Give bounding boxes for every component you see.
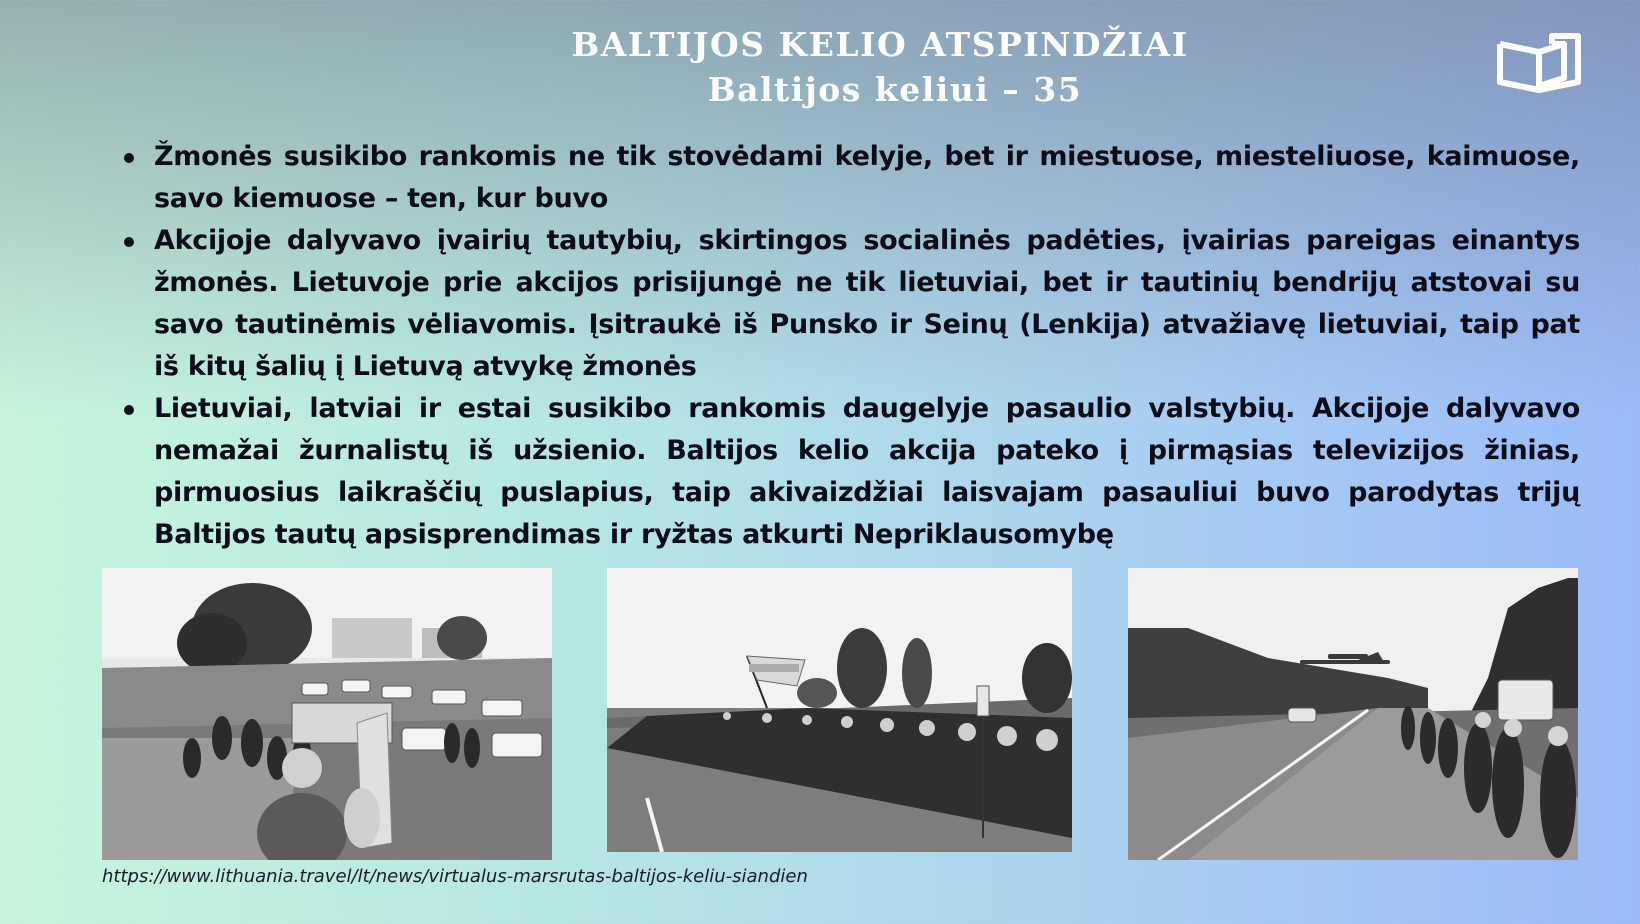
bullet-dot: [124, 405, 134, 415]
photo-plane-over-road: [1128, 568, 1578, 860]
open-book-icon: [1496, 30, 1582, 100]
bullet-text: Lietuviai, latviai ir estai susikibo rankomis daugelyje pasaulio valstybių. Akcijoje dalyvavo nemažai žurnalistų iš užsienio. Baltijos kelio akcija pateko į pirmąsias televizijos žinias, pirmuosius laikraščių puslapius, taip akivaizdžiai laisvajam pasauliui buvo parodytas trijų Baltijos tautų apsisprendimas ir ryžtas atkurti Nepriklausomybę: [154, 393, 1580, 550]
slide-subtitle: Baltijos keliui – 35: [707, 70, 1083, 109]
bullet-item: [102, 388, 1580, 556]
slide-header: [0, 22, 1640, 112]
photo-roadside-crowd: [102, 568, 552, 860]
bullet-item: [102, 220, 1580, 388]
bullet-list: [102, 136, 1580, 556]
bullet-dot: [124, 153, 134, 163]
bullet-dot: [124, 237, 134, 247]
bullet-item: [102, 136, 1580, 220]
slide-title: BALTIJOS KELIO ATSPINDŽIAI: [571, 25, 1189, 64]
bullet-text: Akcijoje dalyvavo įvairių tautybių, skirtingos socialinės padėties, įvairias pareigas einantys žmonės. Lietuvoje prie akcijos prisijungė ne tik lietuviai, bet ir tautinių bendrijų atstovai su savo tautinėmis vėliavomis. Įsitraukė iš Punsko ir Seinų (Lenkija) atvažiavę lietuviai, taip pat iš kitų šalių į Lietuvą atvykę žmonės: [154, 225, 1580, 382]
photo-human-chain-road: [607, 568, 1072, 852]
bullet-text: Žmonės susikibo rankomis ne tik stovėdami kelyje, bet ir miestuose, miesteliuose, kaimuose, savo kiemuose – ten, kur buvo: [154, 141, 1580, 214]
source-link[interactable]: https://www.lithuania.travel/lt/news/virtualus-marsrutas-baltijos-keliu-siandien: [102, 866, 808, 887]
